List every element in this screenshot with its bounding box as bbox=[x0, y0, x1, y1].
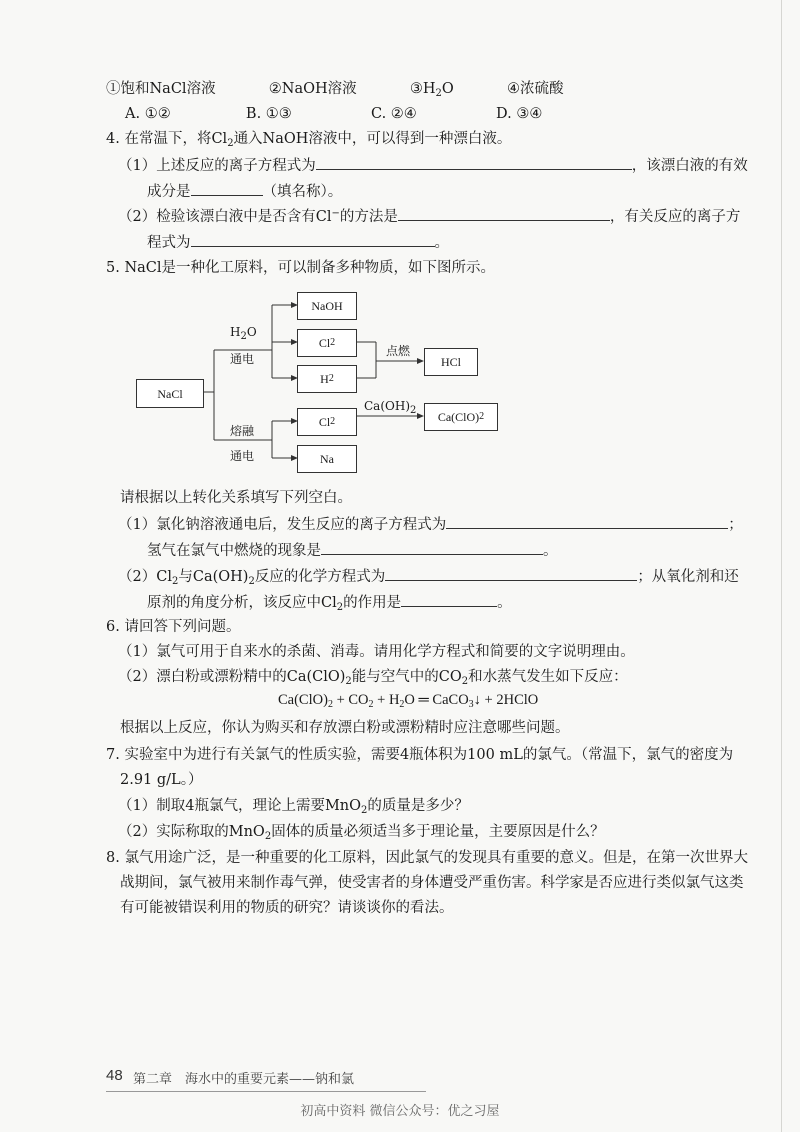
choice-c: C. ②④ bbox=[371, 106, 417, 122]
choices-line bbox=[125, 104, 542, 124]
na-box: Na bbox=[297, 445, 357, 473]
answer-blank[interactable] bbox=[385, 566, 637, 581]
question-7-part-1: （1）制取4瓶氯气，理论上需要MnO$_2$的质量是多少？ bbox=[118, 798, 469, 816]
question-6-conclusion: 根据以上反应，你认为购买和存放漂白粉或漂粉精时应注意哪些问题。 bbox=[120, 720, 570, 736]
chapter-title: 第二章 海水中的重要元素——钠和氯 bbox=[133, 1072, 355, 1087]
answer-blank[interactable] bbox=[446, 514, 728, 529]
footer-rule bbox=[106, 1091, 426, 1092]
caoh2-reagent-label: $Ca(OH)_2$ bbox=[364, 399, 417, 416]
question-5-part-2: $(2)Cl_2$与$Ca(OH)_2$反应的化学方程式为 ；从氧化剂和还 bbox=[118, 566, 739, 587]
electrolysis-label-top: 通电 bbox=[230, 352, 255, 366]
hcl-box: HCl bbox=[424, 348, 478, 376]
nacl-box: NaCl bbox=[136, 379, 204, 408]
page-number: 48 bbox=[106, 1067, 123, 1084]
ignite-label: 点燃 bbox=[386, 344, 411, 358]
question-5-part-2-cont: 原剂的角度分析，该反应中$Cl_2$的作用是 。 bbox=[147, 592, 512, 613]
question-4-part-2-cont: 程式为 。 bbox=[147, 232, 449, 253]
cl2-box-top: Cl 2 bbox=[297, 329, 357, 357]
question-5-intro: 请根据以上转化关系填写下列空白。 bbox=[120, 490, 352, 506]
question-4-part-1: （1）上述反应的离子方程式为 ，该漂白液的有效 bbox=[118, 155, 748, 176]
question-4-part-1-cont: 成分是 （填名称）。 bbox=[147, 181, 342, 202]
molten-label: 熔融 bbox=[230, 424, 255, 438]
question-5-part-1: （1）氯化钠溶液通电后，发生反应的离子方程式为 ； bbox=[118, 514, 743, 535]
answer-blank[interactable] bbox=[321, 540, 543, 555]
question-5-part-1-cont: 氢气在氯气中燃烧的现象是 。 bbox=[147, 540, 558, 561]
option-2: ②NaOH溶液 bbox=[268, 81, 357, 97]
choice-a: A. ①② bbox=[125, 106, 171, 122]
cl2-box-lower: Cl 2 bbox=[297, 408, 357, 436]
question-7-stem: 7. 实验室中为进行有关氯气的性质实验，需要4瓶体积为100 mL的氯气。（常温下，氯气的密度为 bbox=[106, 747, 734, 763]
electrolysis-label-bottom: 通电 bbox=[230, 449, 255, 463]
option-line bbox=[106, 79, 564, 99]
option-3: $③H_2O$ bbox=[409, 81, 454, 99]
arrowhead bbox=[417, 413, 424, 419]
question-7-part-2: （2）实际称取的MnO$_2$固体的质量必须适当多于理论量，主要原因是什么？ bbox=[118, 824, 605, 842]
choice-d: D. ③④ bbox=[496, 106, 543, 122]
answer-blank[interactable] bbox=[398, 206, 610, 221]
answer-blank[interactable] bbox=[191, 232, 435, 247]
naoh-box: NaOH bbox=[297, 292, 357, 320]
source-watermark: 初高中资料 微信公众号：优之习屋 bbox=[300, 1104, 500, 1119]
option-1: ①饱和NaCl溶液 bbox=[106, 81, 216, 97]
question-4-part-2: （2）检验该漂白液中是否含有Cl−的方法是 ，有关反应的离子方 bbox=[118, 208, 741, 225]
h2o-condition-label: $H_2O$ bbox=[230, 325, 257, 342]
question-7-stem-cont: 2.91 g/L。） bbox=[120, 772, 203, 788]
question-8-line-1: 8. 氯气用途广泛，是一种重要的化工原料，因此氯气的发现具有重要的意义。但是，在第一次世界大 bbox=[106, 850, 748, 866]
answer-blank[interactable] bbox=[401, 592, 497, 607]
arrowhead bbox=[417, 358, 424, 364]
reaction-equation: $Ca(ClO)_2 + CO_2 + H_2O$ ═ CaCO$_3$↓ + 2HClO bbox=[278, 692, 539, 710]
h2-box: H 2 bbox=[297, 365, 357, 393]
caclo2-box: Ca(ClO) 2 bbox=[424, 403, 498, 431]
answer-blank[interactable] bbox=[316, 155, 632, 170]
option-4: ④浓硫酸 bbox=[507, 81, 564, 97]
question-5-stem: 5. NaCl是一种化工原料，可以制备多种物质，如下图所示。 bbox=[106, 260, 496, 276]
question-8-line-3: 有可能被错误利用的物质的研究？请谈谈你的看法。 bbox=[120, 900, 454, 916]
question-4-stem: 4. 在常温下，将$Cl_2$通入NaOH溶液中，可以得到一种漂白液。 bbox=[106, 131, 512, 149]
question-6-part-1: （1）氯气可用于自来水的杀菌、消毒。请用化学方程式和简要的文字说明理由。 bbox=[118, 644, 635, 660]
question-6-part-2: （2）漂白粉或漂粉精中的$Ca(ClO)_2$能与空气中的$CO_2$和水蒸气发生如下反应： bbox=[118, 669, 628, 687]
question-8-line-2: 战期间，氯气被用来制作毒气弹，使受害者的身体遭受严重伤害。科学家是否应进行类似氯气这类 bbox=[120, 875, 744, 891]
question-6-stem: 6. 请回答下列问题。 bbox=[106, 619, 241, 635]
page-edge-divider bbox=[781, 0, 782, 1132]
choice-b: B. ①③ bbox=[245, 106, 292, 122]
answer-blank[interactable] bbox=[191, 181, 263, 196]
